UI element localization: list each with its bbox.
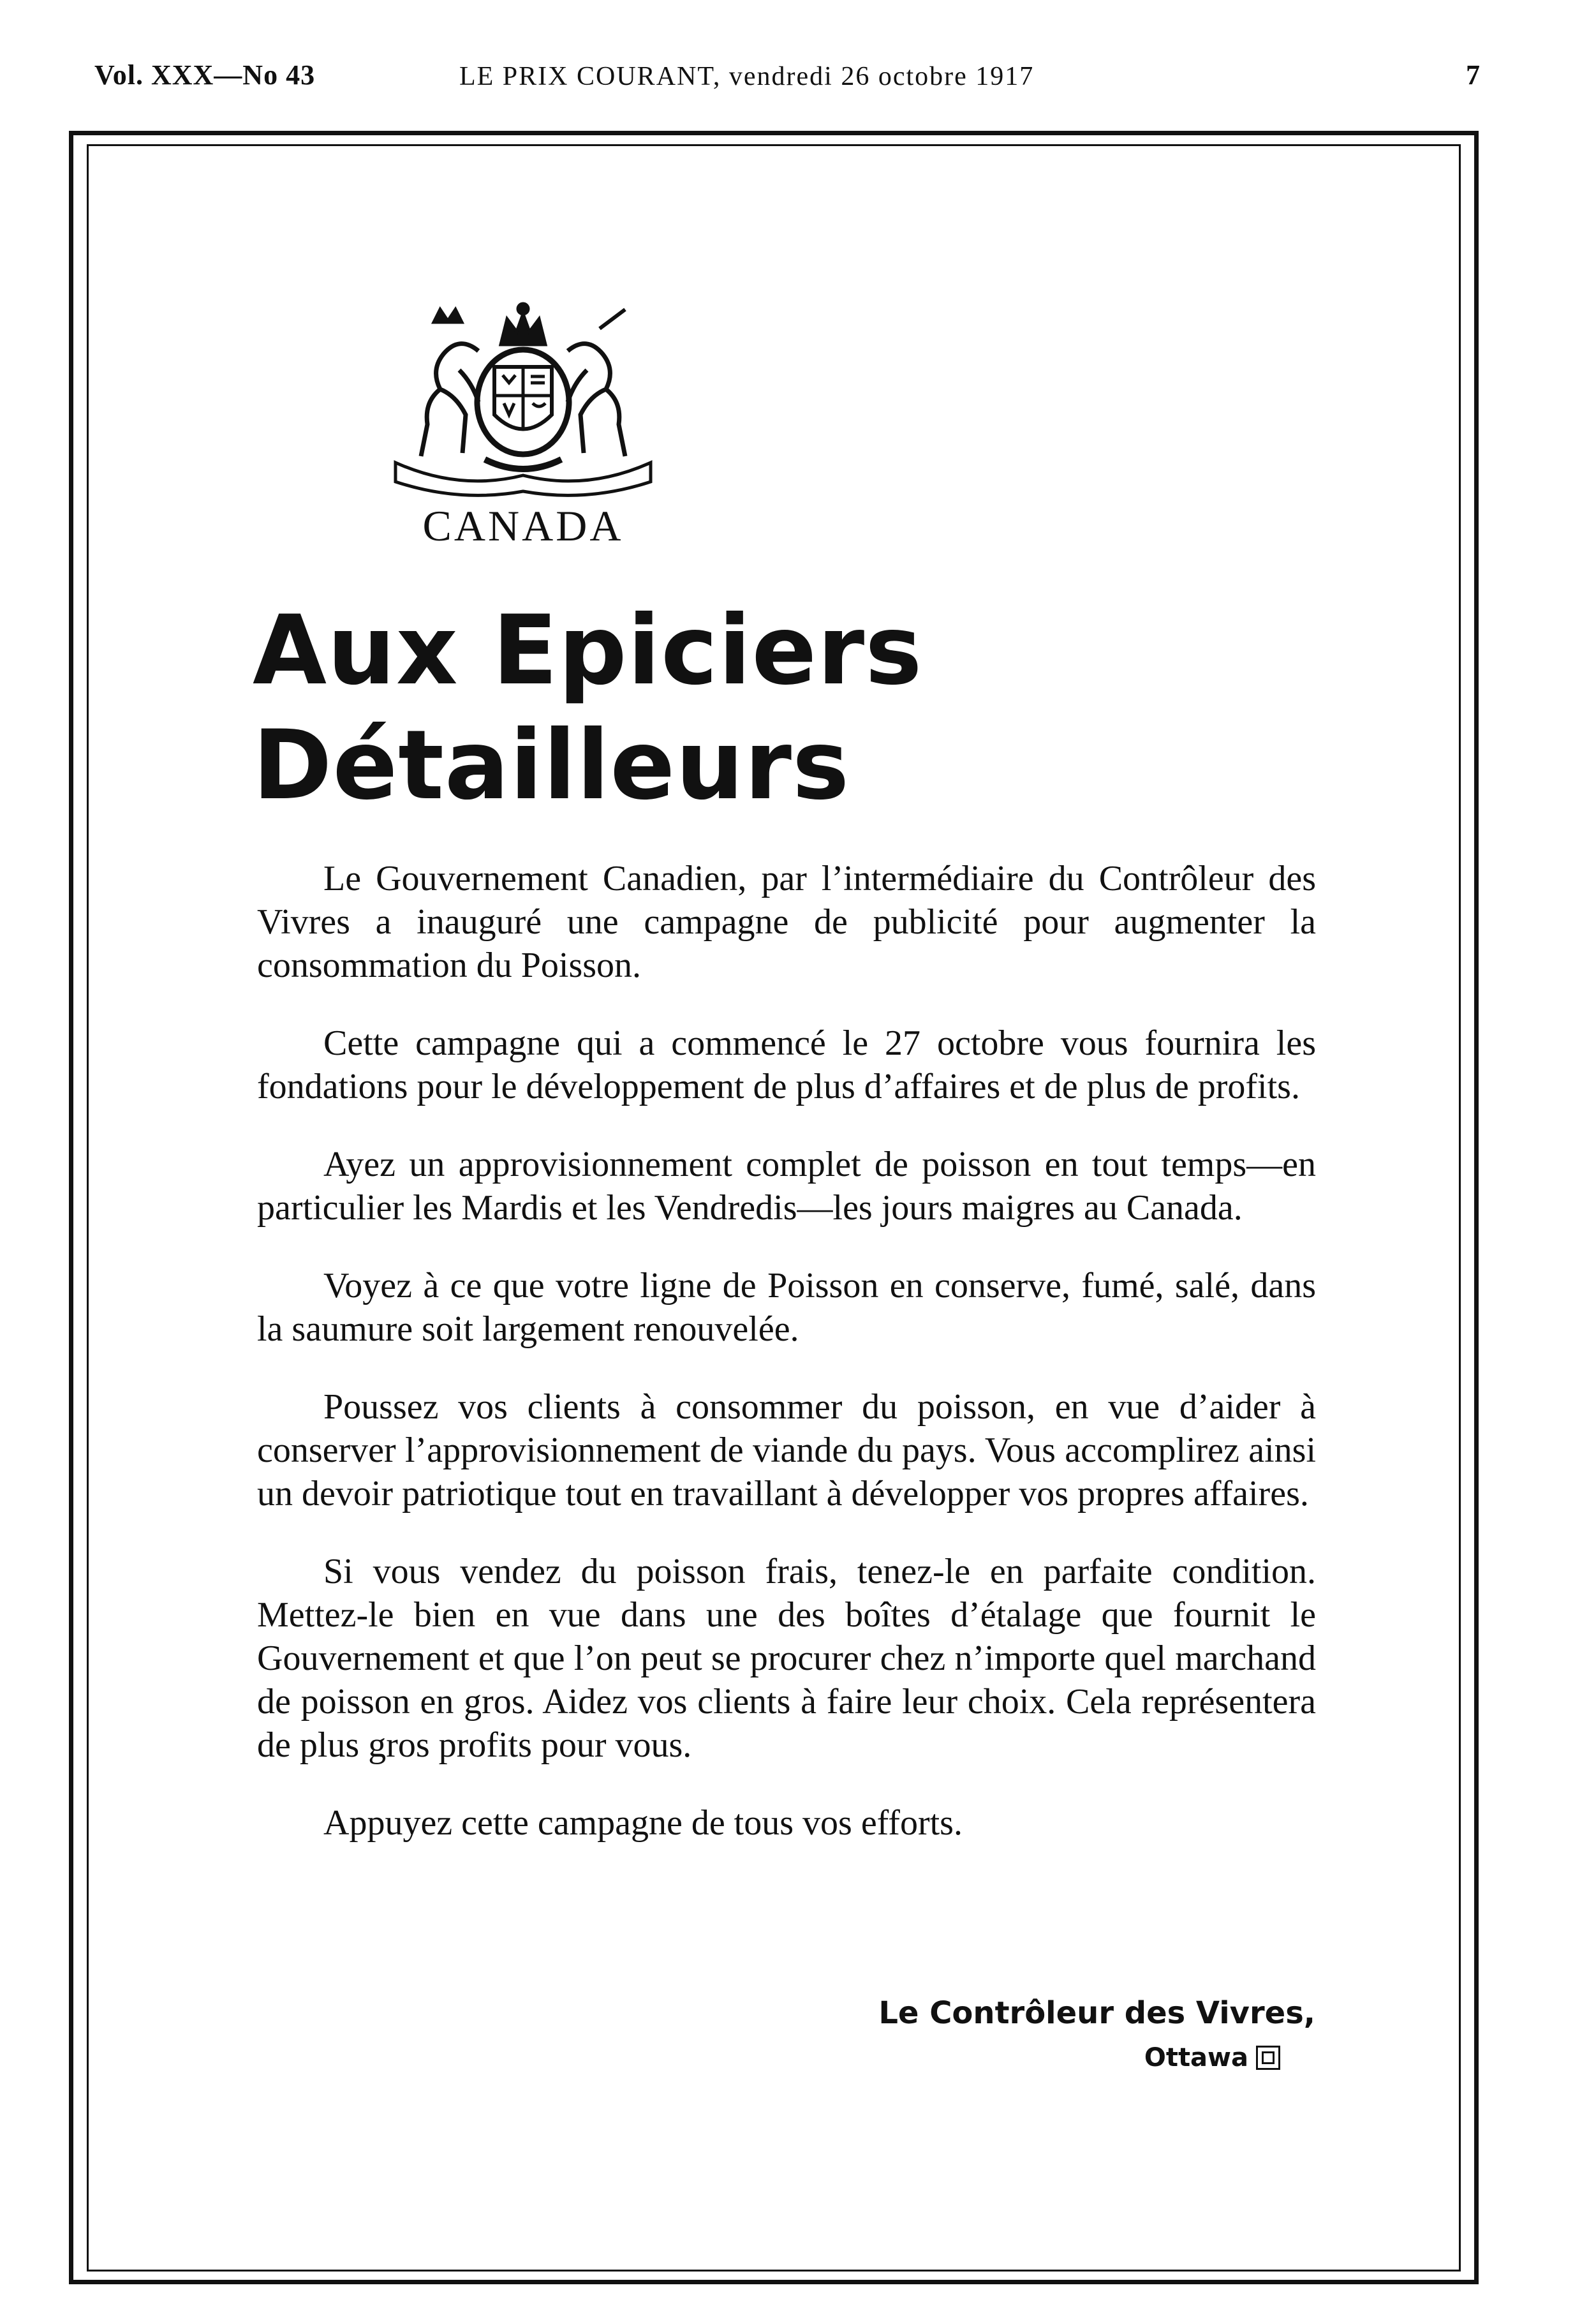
coat-of-arms-icon [383, 300, 663, 498]
headline-line-2: Détailleurs [253, 710, 850, 821]
paragraph-campaign: Cette campagne qui a commencé le 27 octobre vous fournira les fondations pour le développement de plus d’affaires et de plus de profits. [257, 1023, 1316, 1106]
signature-name: Le Contrôleur des Vivres, [878, 1995, 1315, 2031]
headline-line-1: Aux Epiciers [253, 595, 923, 706]
volume-number: Vol. XXX—No 43 [94, 59, 316, 91]
paragraph-canned-fish: Voyez à ce que votre ligne de Poisson en conserve, fumé, salé, dans la saumure soit largement renouvelée. [257, 1266, 1316, 1349]
publication-line: LE PRIX COURANT, vendredi 26 octobre 1917 [459, 62, 1035, 91]
country-label: CANADA [422, 502, 624, 550]
page-header [0, 59, 1596, 110]
page-number: 7 [1466, 59, 1480, 91]
printer-mark-icon [1256, 2046, 1280, 2070]
paragraph-patriotic: Poussez vos clients à consommer du poisson, en vue d’aider à conserver l’approvisionnement de viande du pays. Vous accomplirez ainsi un devoir patriotique tout en travaillant à développer vos propres affaires. [257, 1387, 1316, 1513]
paragraph-supply: Ayez un approvisionnement complet de poisson en tout temps—en particulier les Mardis et les Vendredis—les jours maigres au Canada. [257, 1145, 1316, 1228]
signature-block [878, 1991, 1315, 2080]
signature-location: Ottawa [1144, 2043, 1248, 2072]
ad-headline [253, 593, 1146, 823]
paragraph-intro: Le Gouvernement Canadien, par l’intermédiaire du Contrôleur des Vivres a inauguré une campagne de publicité pour augmenter la consommation du Poisson. [257, 859, 1316, 985]
paragraph-fresh-fish: Si vous vendez du poisson frais, tenez-le en parfaite condition. Mettez-le bien en vue dans une des boîtes d’étalage que fournit le Gouvernement et que l’on peut se procurer chez n’importe quel marchand de poisson en gros. Aidez vos clients à faire leur choix. Cela représentera de plus gros profits pour vous. [257, 1552, 1316, 1765]
signature-location-row [878, 2035, 1280, 2080]
paragraph-closing: Appuyez cette campagne de tous vos efforts. [323, 1803, 963, 1843]
ad-body [257, 857, 1316, 1879]
